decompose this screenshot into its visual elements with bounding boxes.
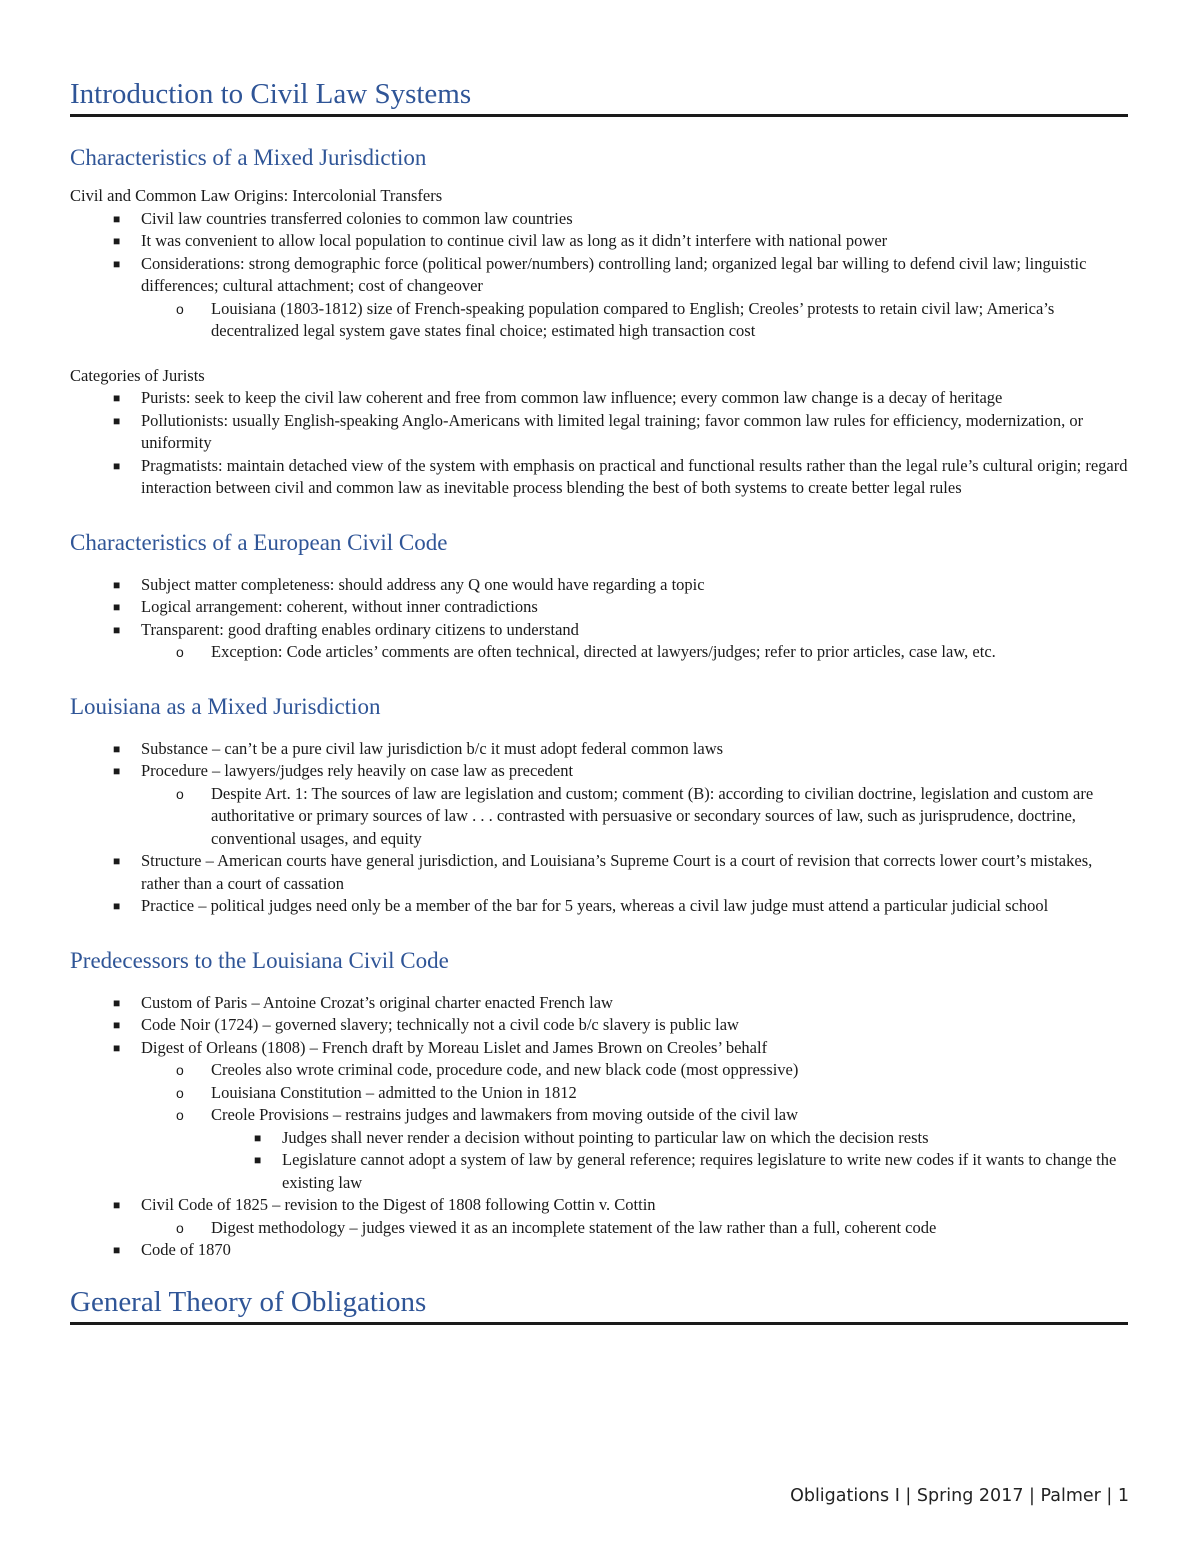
list-item: ■ Civil Code of 1825 – revision to the Digest of 1808 following Cottin v. Cottin o Digest methodology – judges viewed it as an incomplete statement of the law rather than a full, coherent code: [70, 1194, 1128, 1239]
sublist: [141, 783, 1128, 851]
origins-list: [70, 208, 1128, 343]
circle-bullet-icon: o: [176, 785, 184, 802]
heading-european-code: Characteristics of a European Civil Code: [70, 529, 448, 555]
square-bullet-icon: ■: [113, 1243, 121, 1257]
european-list: [70, 574, 1128, 664]
sublist: [141, 1217, 1128, 1240]
circle-bullet-icon: o: [176, 1107, 184, 1123]
list-item: ■ Pollutionists: usually English-speaking Anglo-Americans with limited legal training; favor common law rules for efficiency, modernization, or uniformity: [113, 410, 1084, 452]
list-item: o Louisiana Constitution – admitted to the Union in 1812: [70, 1082, 1128, 1105]
list-item: o Creoles also wrote criminal code, procedure code, and new black code (most oppressive): [70, 1059, 1128, 1082]
list-item: ■ Purists: seek to keep the civil law coherent and free from common law influence; every common law change is a decay of heritage: [70, 387, 1128, 410]
square-bullet-icon: ■: [113, 854, 121, 868]
square-bullet-icon: ■: [113, 600, 121, 614]
list-item: ■ Pragmatists: maintain detached view of the system with emphasis on practical and functional results rather than the legal rule’s cultural origin; regard interaction between civil and common law as inevitable process blending the best of both systems to create better legal rules: [113, 455, 1128, 497]
jurists-list: [70, 387, 1128, 500]
list-item: ■ Custom of Paris – Antoine Crozat’s original charter enacted French law: [70, 992, 1128, 1015]
square-bullet-icon: ■: [254, 1130, 262, 1145]
square-bullet-icon: ■: [113, 1198, 121, 1212]
sublist: [141, 298, 1128, 343]
page-footer: Obligations I | Spring 2017 | Palmer | 1: [790, 1486, 1129, 1506]
square-bullet-icon: ■: [113, 995, 121, 1010]
list-item: ■ Legislature cannot adopt a system of law by general reference; requires legislature to write new codes if it wants to change the existing law: [254, 1150, 1117, 1192]
square-bullet-icon: ■: [113, 234, 121, 248]
circle-bullet-icon: o: [176, 300, 184, 317]
heading-predecessors: Predecessors to the Louisiana Civil Code: [70, 947, 449, 973]
list-item: ■ Subject matter completeness: should address any Q one would have regarding a topic: [70, 574, 1128, 597]
list-item: ■ Considerations: strong demographic force (political power/numbers) controlling land; organized legal bar willing to defend civil law; linguistic differences; cultural attachment; cost of changeover o Louisiana (1803-1812) size of French-speaking population compared to English; Creoles’ protests to retain civil law; America’s decentralized legal system gave states final choice; estimated high transaction cost: [70, 253, 1128, 343]
square-bullet-icon: ■: [254, 1153, 262, 1167]
square-bullet-icon: ■: [113, 1040, 121, 1055]
heading-mixed-jurisdiction: Characteristics of a Mixed Jurisdiction: [70, 145, 427, 170]
list-item: o Exception: Code articles’ comments are often technical, directed at lawyers/judges; refer to prior articles, case law, etc.: [70, 641, 1128, 664]
list-item: ■ Code of 1870: [70, 1239, 1128, 1262]
circle-bullet-icon: o: [176, 1062, 184, 1078]
list-item: ■ Procedure – lawyers/judges rely heavily on case law as precedent o Despite Art. 1: The sources of law are legislation and custom; comment (B): according to civilian doctrine, legislation and custom are authoritative or primary sources of law . . . contrasted with persuasive or secondary sources of law, such as jurisprudence, doctrine, conventional usages, and equity: [70, 760, 1128, 850]
square-bullet-icon: ■: [113, 764, 121, 778]
list-item: o Louisiana (1803-1812) size of French-speaking population compared to English; Creoles’ protests to retain civil law; America’s decentralized legal system gave states final choice; estimated high transaction cost: [176, 298, 1055, 340]
louisiana-list: [70, 738, 1128, 918]
list-item: ■ Transparent: good drafting enables ordinary citizens to understand o Exception: Code articles’ comments are often technical, directed at lawyers/judges; refer to prior articles, case law, etc.: [70, 619, 1128, 664]
square-bullet-icon: ■: [113, 622, 121, 637]
list-item: ■ It was convenient to allow local population to continue civil law as long as it didn’t interfere with national power: [70, 230, 1128, 253]
list-item: o Creole Provisions – restrains judges and lawmakers from moving outside of the civil law ■ Judges shall never render a decision without pointing to particular law on which the decision rests ■ Legislature cannot adopt a system of law by general reference; requires legislature to write new codes if it wants to change the existing law: [70, 1104, 1128, 1194]
page-content: [70, 70, 1128, 1325]
predecessors-list: [70, 992, 1128, 1262]
list-item: ■ Practice – political judges need only be a member of the bar for 5 years, whereas a civil law judge must attend a particular judicial school: [70, 895, 1128, 918]
list-item: ■ Code Noir (1724) – governed slavery; technically not a civil code b/c slavery is public law: [70, 1014, 1128, 1037]
subheading-jurists: Categories of Jurists: [70, 365, 205, 385]
heading-louisiana-mixed: Louisiana as a Mixed Jurisdiction: [70, 693, 381, 719]
square-bullet-icon: ■: [113, 256, 121, 271]
list-item: o Despite Art. 1: The sources of law are legislation and custom; comment (B): according to civilian doctrine, legislation and custom are authoritative or primary sources of law . . . contrasted with persuasive or secondary sources of law, such as jurisprudence, doctrine, conventional usages, and equity: [176, 783, 1094, 848]
circle-bullet-icon: o: [176, 644, 184, 660]
heading-intro: Introduction to Civil Law Systems: [70, 74, 1128, 117]
square-bullet-icon: ■: [113, 577, 121, 592]
square-bullet-icon: ■: [113, 211, 121, 226]
square-bullet-icon: ■: [113, 899, 121, 913]
list-item: ■ Logical arrangement: coherent, without inner contradictions: [70, 596, 1128, 619]
list-item: o Digest methodology – judges viewed it as an incomplete statement of the law rather than a full, coherent code: [70, 1217, 1128, 1240]
square-bullet-icon: ■: [113, 741, 121, 756]
square-bullet-icon: ■: [113, 391, 121, 405]
circle-bullet-icon: o: [176, 1219, 184, 1236]
square-bullet-icon: ■: [113, 458, 121, 473]
list-item: ■ Judges shall never render a decision without pointing to particular law on which the decision rests: [70, 1127, 1128, 1150]
sublist: [141, 641, 1128, 664]
heading-obligations: General Theory of Obligations: [70, 1282, 1128, 1325]
sublist: [211, 1127, 1128, 1195]
list-item: ■ Digest of Orleans (1808) – French draft by Moreau Lislet and James Brown on Creoles’ behalf o Creoles also wrote criminal code, procedure code, and new black code (most oppressive) o Louisiana Constitution – admitted to the Union in 1812 o Creole Provisions – restrains judges and lawmakers from moving outside of the civil law ■ Judges shall never render a decision without pointing to particular law on which the decision rests ■ Legislature cannot adopt a system of law by general reference; requires legislature to write new codes if it wants to change the existing law: [70, 1037, 1128, 1195]
list-item: ■ Substance – can’t be a pure civil law jurisdiction b/c it must adopt federal common laws: [70, 738, 1128, 761]
square-bullet-icon: ■: [113, 1018, 121, 1032]
circle-bullet-icon: o: [176, 1084, 184, 1101]
square-bullet-icon: ■: [113, 413, 121, 428]
subheading-origins: Civil and Common Law Origins: Intercolonial Transfers: [70, 186, 443, 205]
sublist: [141, 1059, 1128, 1194]
list-item: ■ Structure – American courts have general jurisdiction, and Louisiana’s Supreme Court is a court of revision that corrects lower court’s mistakes, rather than a court of cassation: [113, 851, 1093, 893]
list-item: ■ Civil law countries transferred colonies to common law countries: [70, 208, 1128, 231]
